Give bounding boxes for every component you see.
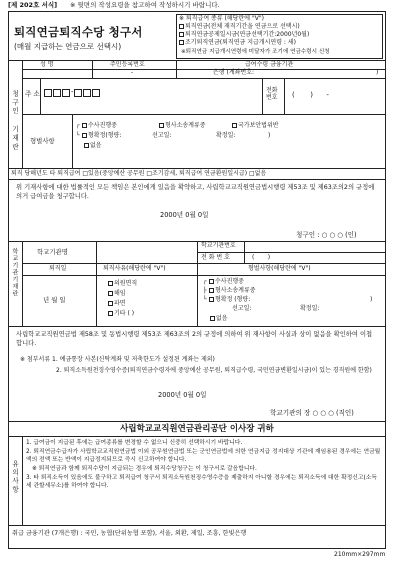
bank-list: 취급 금융기관 (7개은행) : 국민, 농협(단위농협 포함), 서울, 외환, 제일, 조흥, 한빛은행 [12,530,247,537]
school-confirmed-date-label: 확정일: [300,305,320,312]
postal-code-boxes[interactable]: - [44,88,101,97]
reason-expulsion[interactable]: 파면 [108,301,126,308]
checkbox[interactable] [108,281,113,286]
reason-other[interactable]: 기타 ( ) [108,311,134,318]
note-item: 1. 급여금이 지급된 후에는 급여종류를 변경할 수 없으니 신중히 선택하시기 바랍니다. [26,440,243,446]
sentence-date-label: 선고일: [152,132,172,139]
recipient-line: 사립학교교직원연금관리공단 이사장 귀하 [120,424,274,434]
school-sentence-date-label: 선고일: [232,305,252,312]
checkbox[interactable] [82,123,87,128]
school-penalty-investigating[interactable]: ┌ 수사진행중 [203,278,244,285]
bank-account-close: ) [376,69,379,76]
pension-type-footnote: ※퇴직연금 지급개시연령에 미달자가 조기에 연금수령시 신청 [181,49,330,55]
claimant-oath-text: 위 기재사항에 대한 법률적인 모든 책임은 본인에게 있음을 확약하고, 사립학교교직원연금법시행령 제53조 및 제63조의2의 규정에 의거 급여금을 청구합니다. [16,184,375,201]
confirm-date: 2000년 0월 0일 [158,391,207,399]
attachment-item-1: ※ 첨부서류 1. 예금통장 사본(신탁계좌 및 저축한도가 설정된 계좌는 제외) [20,356,215,363]
bank-account-field[interactable] [258,70,374,77]
checkbox[interactable] [82,133,87,138]
pension-option-lumpsum[interactable]: 퇴직연금공제일시금(연금선택기간:2000년0월) [179,32,309,39]
note-item: ※ 퇴직연금과 함께 퇴직수당이 지급되는 경우에 퇴직수당청구는 이 청구서로 갈음합니다. [32,466,257,473]
pension-type-heading: ※ 퇴직급여 종류 (해당란에 "V") [179,15,264,22]
checkbox[interactable] [209,279,214,284]
bank-account-label: 은행 (계좌번호: [213,69,255,76]
checkbox[interactable] [108,291,113,296]
form-title: 퇴직연금퇴직수당 청구서 [14,25,143,39]
rrn-label: 주민등록번호 [110,61,145,68]
reason-dismissal[interactable]: 해임 [108,291,126,298]
school-number-label: 학교기관번호 [201,242,236,249]
school-penalty-label: 형벌사항(해당란에 "V") [248,265,311,272]
checkbox[interactable] [108,311,113,316]
school-phone-field[interactable]: ( ) [252,254,271,261]
penalty-option-confirmed[interactable]: └ 형확정(형량: [76,132,122,139]
note-item: 2. 퇴직연금수급자가 사립학교교직원연금법 이외 공무원연금법 또는 군인연금법에 의한 연금지급 정지대상 기관에 재임용된 경우에는 연금월액의 전액 또는 반액이 지급정지되므로 즉시 신고하여야 합니다. [26,448,381,464]
form-subtitle: (매월 지급하는 연금으로 선택시) [14,42,122,51]
school-penalty-trial[interactable]: ├ 형사소송계류중 [203,287,256,294]
retire-date-label: 퇴직일 [49,265,67,272]
phone-field[interactable]: ( ) - [292,91,329,99]
bank-receive-label: 급여수령 금융기관 [245,61,294,68]
other-retirement-benefit-row: 퇴직 당해년도 타 퇴직급여 □있음(중앙예산 공무원 □조기감세, 퇴직급여 연금환원일시급) □없음 [11,170,267,177]
school-side-label: 학교기관기재란 [10,248,18,297]
checkbox[interactable] [232,123,237,128]
school-head-signature[interactable]: 학교기관의 장 ○ ○ ○ (직인) [270,409,354,417]
checkbox[interactable] [209,288,214,293]
checkbox[interactable] [179,32,184,37]
school-phone-label: 전 화 번 호 [201,254,230,261]
claimant-side-label: 청구인 기재란 [10,90,19,152]
school-name-field[interactable] [98,243,195,261]
paper-size: 210mm×297mm [334,551,386,558]
claim-date: 2000년 0월 0일 [160,211,209,219]
claimant-signature[interactable]: 청구인 : ○ ○ ○ (인) [296,231,357,239]
penalty-option-trial[interactable]: 형사소송계류중 [159,123,206,130]
name-field[interactable] [24,70,90,77]
penalty-close: ) [268,132,271,139]
pension-option-early[interactable]: 조기퇴직연금(퇴직연금 지급개시연령 : 세) [179,40,296,47]
pension-option-full[interactable]: 퇴직연금(전체 재직기간을 연금으로 선택시) [179,24,300,31]
note-item: 3. 타 퇴직소득이 있음에도 불구하고 퇴직급여 청구서 퇴직소득원천징수영수증을 제출하지 아니할 경우에는 퇴직소득에 대한 확정신고(소득세 관할세무소)를 하여야 합니다. [26,474,377,490]
rrn-field[interactable] [94,70,174,77]
retire-date-field[interactable]: 년 월 일 [43,296,66,304]
checkbox[interactable] [108,301,113,306]
phone-label: 전화 번호 [266,87,278,101]
school-name-label: 학교기관명 [37,248,68,256]
school-penalty-close: ) [370,296,373,303]
address-field[interactable] [44,100,260,110]
notes-side-label: 유의사항 [10,460,19,495]
notes-list [26,439,382,491]
retire-reason-label: 퇴직사유(해당란에 "V") [103,265,166,272]
form-instruction-note: ※ 뒷면의 작성요령을 참고하여 작성하시기 바랍니다. [70,1,220,9]
confirmed-date-label: 확정일: [216,132,236,139]
school-confirm-text: 사립학교교직원연금법 제58조 및 동법시행령 제53조 제63조의 2의 규정에 의하여 위 재사항이 사실과 상이 없음을 확인하여 이첩합니다. [16,331,373,348]
address-label: 주 소 [25,90,40,98]
form-number: [제 202호 서식] [8,1,58,9]
checkbox[interactable] [179,24,184,29]
reason-resignation[interactable]: 의원면직 [108,281,137,288]
penalty-option-none[interactable]: 없음 [84,143,102,150]
school-number-field[interactable] [246,242,384,251]
penalty-label: 형벌사항 [30,137,55,145]
name-label: 성 명 [40,61,54,68]
checkbox[interactable] [84,143,89,148]
school-penalty-confirmed[interactable]: └ 형확정 (형량: [203,296,251,303]
attachment-item-2: 2. 퇴직소득원천징수영수증(퇴직연금수령자에 중앙예산 공무원, 퇴직급수령, 국민연금변환일시금)이 있는 경직원에 한함) [56,367,372,374]
checkbox[interactable] [179,40,184,45]
penalty-option-investigating[interactable]: ┌ 수사진행중 [76,122,117,129]
checkbox[interactable] [209,297,214,302]
school-penalty-none[interactable]: 없음 [210,316,228,323]
penalty-option-security[interactable]: 국가보안법위반 [232,123,279,130]
checkbox[interactable] [159,123,164,128]
rrn-dash: - [131,69,134,76]
checkbox[interactable] [210,316,215,321]
